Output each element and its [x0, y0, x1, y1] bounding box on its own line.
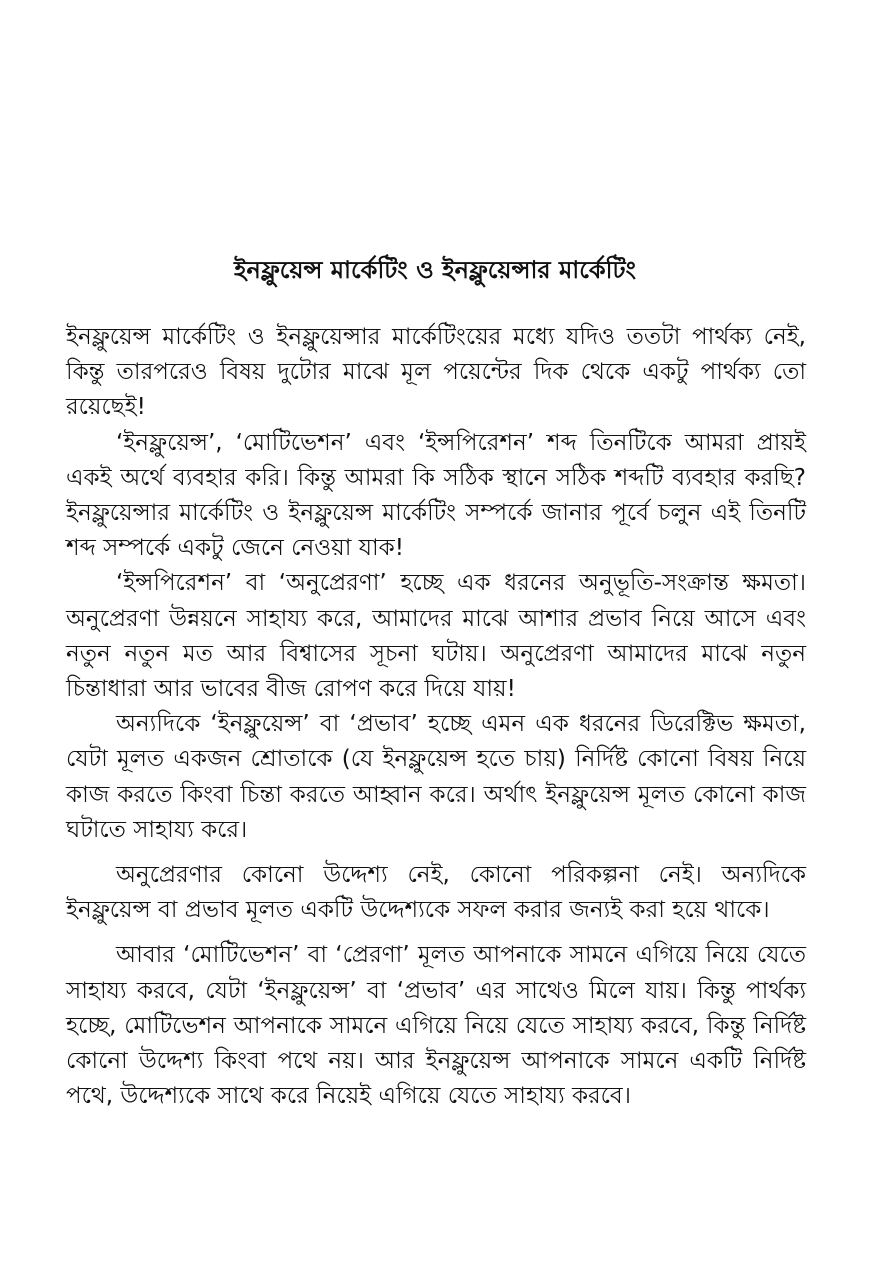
paragraph-inspiration: ‘ইন্সপিরেশন’ বা ‘অনুপ্রেরণা’ হচ্ছে এক ধরনের অনুভূতি-সংক্রান্ত ক্ষমতা। অনুপ্রেরণা উন্নয়নে সাহায্য করে, আমাদের মাঝে আশার প্রভাব নিয়ে আসে এবং নতুন নতুন মত আর বিশ্বাসের সূচনা ঘটায়। অনুপ্রেরণা আমাদের মাঝে নতুন চিন্তাধারা আর ভাবের বীজ রোপণ করে দিয়ে যায়!: [66, 570, 806, 703]
paragraph-intro: ইনফ্লুয়েন্স মার্কেটিং ও ইনফ্লুয়েন্সার মার্কেটিংয়ের মধ্যে যদিও ততটা পার্থক্য নেই, কিন্তু তারপরেও বিষয় দুটোর মাঝে মূল পয়েন্টের দিক থেকে একটু পার্থক্য তো রয়েছেই!: [66, 324, 806, 421]
paragraph-terms: ‘ইনফ্লুয়েন্স’, ‘মোটিভেশন’ এবং ‘ইন্সপিরেশন’ শব্দ তিনটিকে আমরা প্রায়ই একই অর্থে ব্যবহার করি। কিন্তু আমরা কি সঠিক স্থানে সঠিক শব্দটি ব্যবহার করছি? ইনফ্লুয়েন্সার মার্কেটিং ও ইনফ্লুয়েন্স মার্কেটিং সম্পর্কে জানার পূর্বে চলুন এই তিনটি শব্দ সম্পর্কে একটু জেনে নেওয়া যাক!: [66, 429, 806, 562]
paragraph-influence: অন্যদিকে ‘ইনফ্লুয়েন্স’ বা ‘প্রভাব’ হচ্ছে এমন এক ধরনের ডিরেক্টিভ ক্ষমতা, যেটা মূলত একজন শ্রোতাকে (যে ইনফ্লুয়েন্স হতে চায়) নির্দিষ্ট কোনো বিষয় নিয়ে কাজ করতে কিংবা চিন্তা করতে আহ্বান করে। অর্থাৎ ইনফ্লুয়েন্স মূলত কোনো কাজ ঘটাতে সাহায্য করে।: [66, 711, 806, 843]
paragraph-motivation: আবার ‘মোটিভেশন’ বা ‘প্রেরণা’ মূলত আপনাকে সামনে এগিয়ে নিয়ে যেতে সাহায্য করবে, যেটা ‘ইনফ্লুয়েন্স’ বা ‘প্রভাব’ এর সাথেও মিলে যায়। কিন্তু পার্থক্য হচ্ছে, মোটিভেশন আপনাকে সামনে এগিয়ে নিয়ে যেতে সাহায্য করবে, কিন্তু নির্দিষ্ট কোনো উদ্দেশ্য কিংবা পথে নয়। আর ইনফ্লুয়েন্স আপনাকে সামনে একটি নির্দিষ্ট পথে, উদ্দেশ্যকে সাথে করে নিয়েই এগিয়ে যেতে সাহায্য করবে।: [66, 942, 806, 1110]
page-title: ইনফ্লুয়েন্স মার্কেটিং ও ইনফ্লুয়েন্সার মার্কেটিং: [234, 256, 636, 284]
paragraph-contrast: অনুপ্রেরণার কোনো উদ্দেশ্য নেই, কোনো পরিকল্পনা নেই। অন্যদিকে ইনফ্লুয়েন্স বা প্রভাব মূলত একটি উদ্দেশ্যকে সফল করার জন্যই করা হয়ে থাকে।: [66, 862, 806, 924]
page-body: [66, 320, 806, 1114]
